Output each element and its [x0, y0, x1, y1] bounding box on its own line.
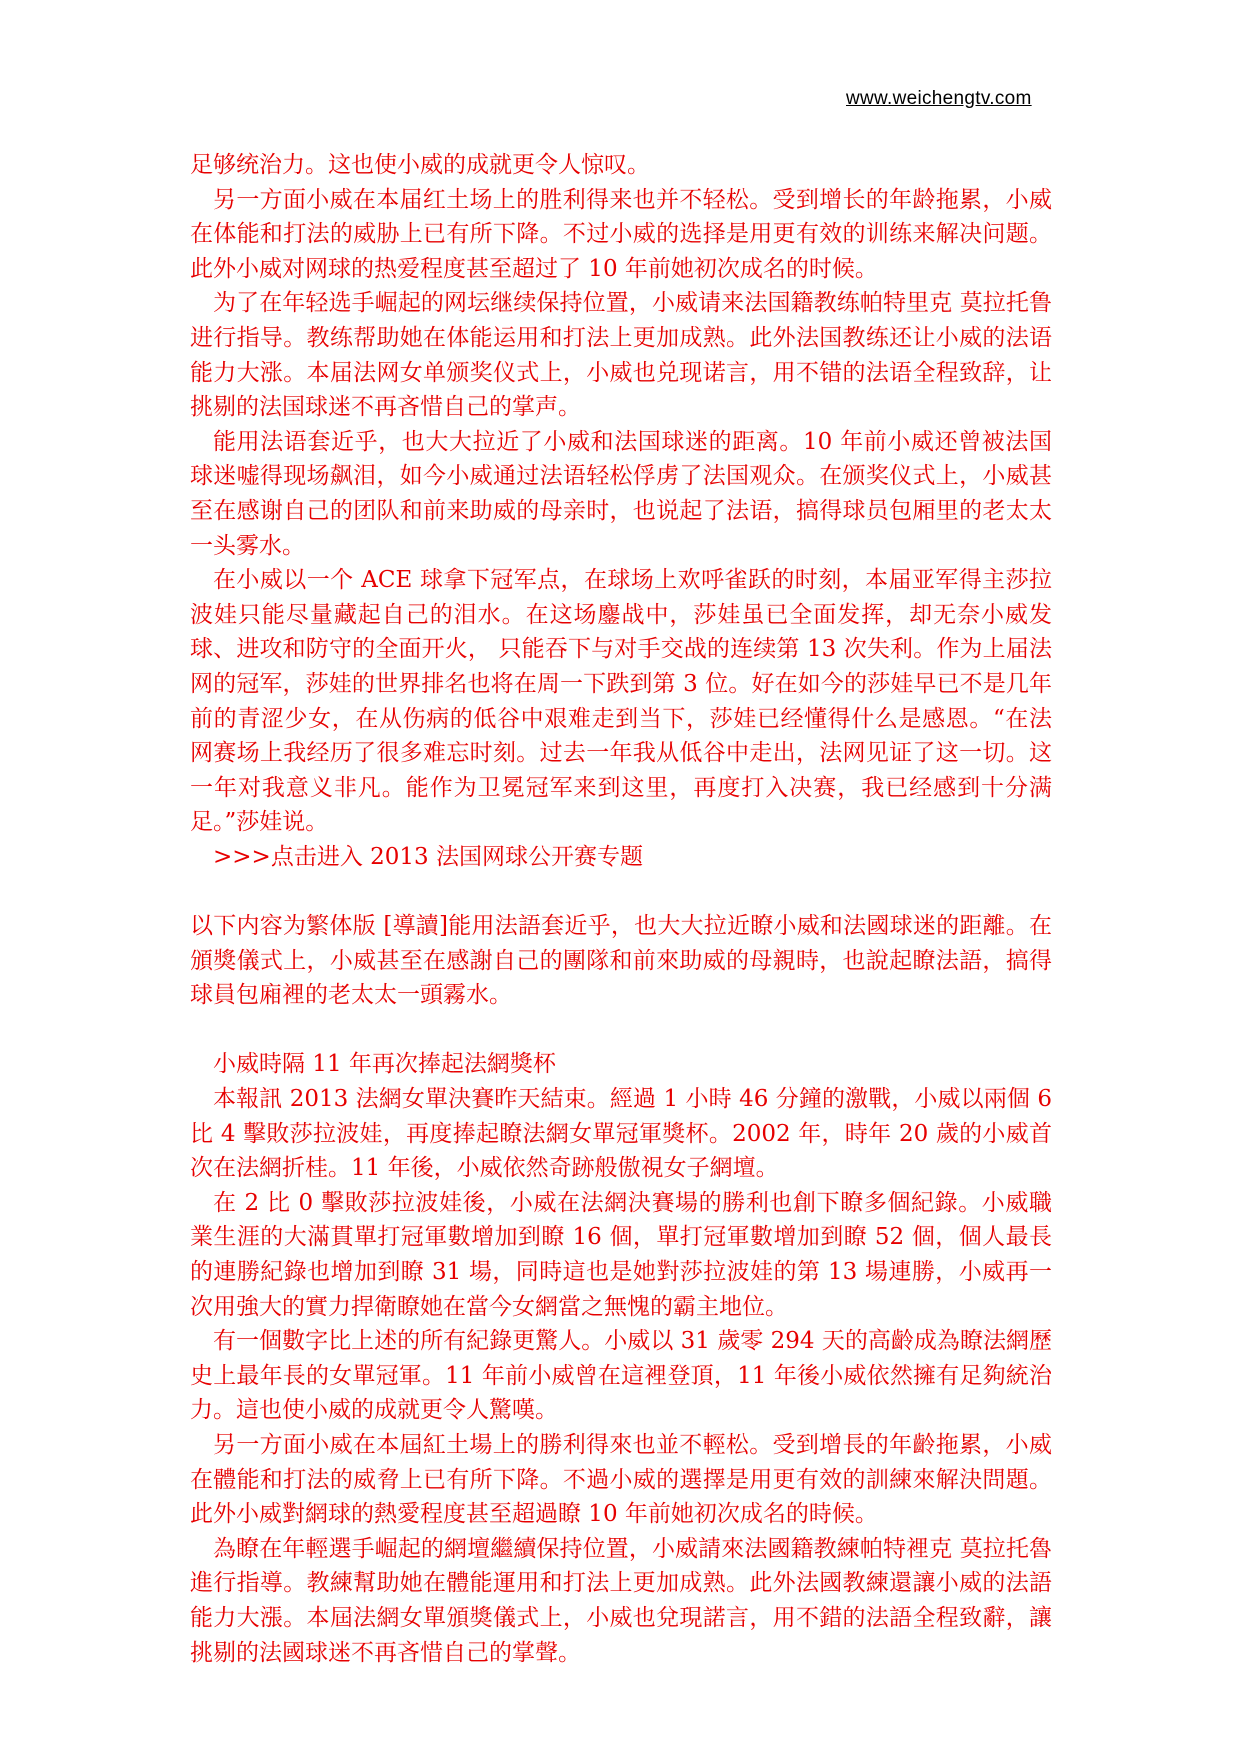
paragraph-simplified-4: 能用法语套近乎，也大大拉近了小威和法国球迷的距离。10 年前小威还曾被法国球迷嘘得现场飙泪，如今小威通过法语轻松俘虏了法国观众。在颁奖仪式上，小威甚至在感谢自己的团队和前来助威的母亲时，也说起了法语，搞得球员包厢里的老太太一头雾水。: [190, 428, 1052, 559]
paragraph-traditional-4: 另一方面小威在本屆紅土場上的勝利得來也並不輕松。受到增長的年齡拖累，小威在體能和打法的威脅上已有所下降。不過小威的選擇是用更有效的訓練來解決問題。此外小威對網球的熱愛程度甚至超過瞭 10 年前她初次成名的時候。: [190, 1431, 1052, 1528]
paragraph-traditional-1: 本報訊 2013 法網女單決賽昨天結束。經過 1 小時 46 分鐘的激戰，小威以兩個 6 比 4 擊敗莎拉波娃，再度捧起瞭法網女單冠軍獎杯。2002 年，時年 20 歲的小威首次在法網折桂。11 年後，小威依然奇跡般傲視女子網壇。: [190, 1086, 1052, 1182]
site-url-header[interactable]: www.weichengtv.com: [846, 88, 1032, 109]
traditional-intro: 以下内容为繁体版 [導讀]能用法語套近乎，也大大拉近瞭小威和法國球迷的距離。在頒獎儀式上，小威甚至在感謝自己的團隊和前來助威的母親時，也說起瞭法語，搞得球員包廂裡的老太太一頭霧水。: [190, 913, 1052, 1009]
paragraph-simplified-3: 为了在年轻选手崛起的网坛继续保持位置，小威请来法国籍教练帕特里克 莫拉托鲁进行指导。教练帮助她在体能运用和打法上更加成熟。此外法国教练还让小威的法语能力大涨。本届法网女单颁奖仪式上，小威也兑现诺言，用不错的法语全程致辞，让挑剔的法国球迷不再吝惜自己的掌声。: [190, 290, 1052, 421]
paragraph-traditional-5: 為瞭在年輕選手崛起的網壇繼續保持位置，小威請來法國籍教練帕特裡克 莫拉托魯進行指導。教練幫助她在體能運用和打法上更加成熟。此外法國教練還讓小威的法語能力大漲。本屆法網女單頒獎儀式上，小威也兌現諾言，用不錯的法語全程致辭，讓挑剔的法國球迷不再吝惜自己的掌聲。: [190, 1535, 1052, 1666]
paragraph-simplified-2: 另一方面小威在本届红土场上的胜利得来也并不轻松。受到增长的年龄拖累，小威在体能和打法的威胁上已有所下降。不过小威的选择是用更有效的训练来解决问题。此外小威对网球的热爱程度甚至超过了 10 年前她初次成名的时候。: [190, 186, 1052, 282]
article-body: [190, 148, 1052, 1670]
paragraph-simplified-1: 足够统治力。这也使小威的成就更令人惊叹。: [190, 152, 650, 178]
topic-link[interactable]: >>>点击进入 2013 法国网球公开赛专题: [213, 843, 643, 870]
paragraph-traditional-2: 在 2 比 0 擊敗莎拉波娃後，小威在法網決賽場的勝利也創下瞭多個紀錄。小威職業生涯的大滿貫單打冠軍數增加到瞭 16 個，單打冠軍數增加到瞭 52 個，個人最長的連勝紀錄也增加到瞭 31 場，同時這也是她對莎拉波娃的第 13 場連勝，小威再一次用強大的實力捍衛瞭她在當今女網當之無愧的霸主地位。: [190, 1189, 1052, 1320]
blank-line: [190, 874, 1052, 909]
paragraph-simplified-5: 在小威以一个 ACE 球拿下冠军点，在球场上欢呼雀跃的时刻，本届亚军得主莎拉波娃只能尽量藏起自己的泪水。在这场鏖战中，莎娃虽已全面发挥，却无奈小威发球、进攻和防守的全面开火， 只能吞下与对手交战的连续第 13 次失利。作为上届法网的冠军，莎娃的世界排名也将在周一下跌到第 3 位。好在如今的莎娃早已不是几年前的青涩少女，在从伤病的低谷中艰难走到当下，莎娃已经懂得什么是感恩。“在法网赛场上我经历了很多难忘时刻。过去一年我从低谷中走出，法网见证了这一切。这一年对我意义非凡。能作为卫冕冠军来到这里，再度打入决赛，我已经感到十分满足。”莎娃说。: [190, 567, 1052, 836]
article-headline: 小威時隔 11 年再次捧起法網獎杯: [213, 1051, 556, 1078]
blank-line: [190, 1013, 1052, 1048]
paragraph-traditional-3: 有一個數字比上述的所有紀錄更驚人。小威以 31 歲零 294 天的高齡成為瞭法網歷史上最年長的女單冠軍。11 年前小威曾在這裡登頂，11 年後小威依然擁有足夠統治力。這也使小威的成就更令人驚嘆。: [190, 1328, 1052, 1424]
